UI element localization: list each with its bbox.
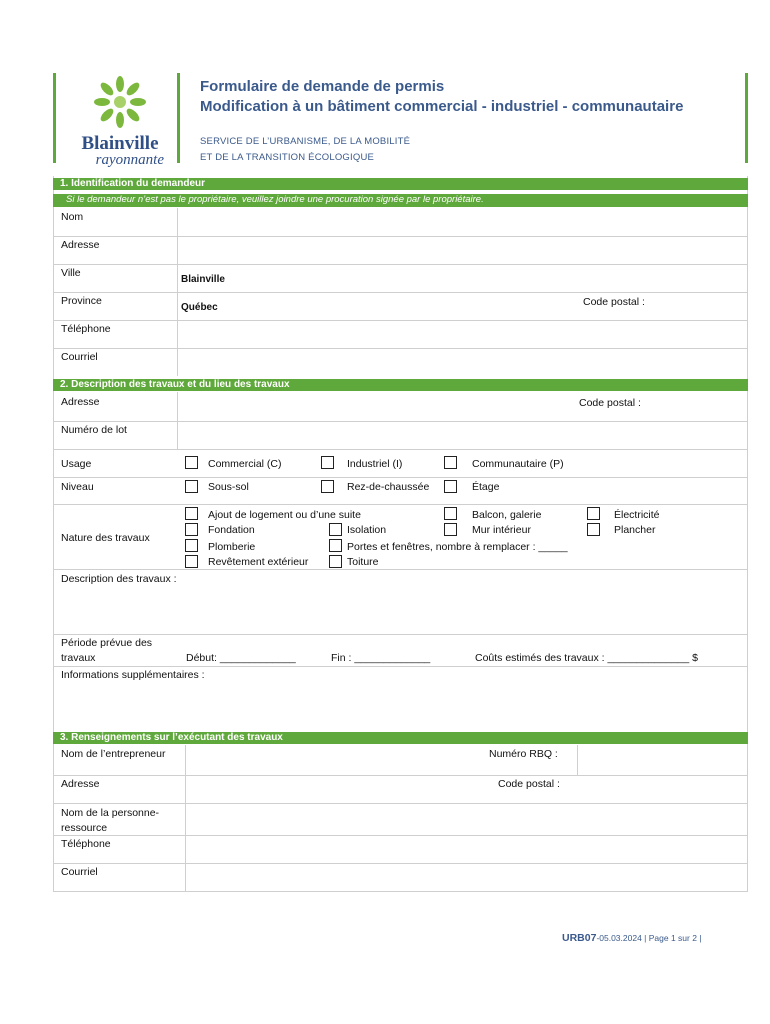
form-left-border xyxy=(53,176,54,892)
section1-title: 1. Identification du demandeur xyxy=(53,178,748,190)
rbq-field[interactable] xyxy=(578,746,746,774)
toiture-checkbox[interactable] xyxy=(329,555,342,568)
isolation-checkbox[interactable] xyxy=(329,523,342,536)
service-line-1: SERVICE DE L’URBANISME, DE LA MOBILITÉ xyxy=(200,136,411,147)
plancher-label: Plancher xyxy=(614,524,656,536)
mur-checkbox[interactable] xyxy=(444,523,457,536)
executant-courriel-label: Courriel xyxy=(61,866,98,878)
row-divider xyxy=(53,504,748,505)
nom-field[interactable] xyxy=(178,209,746,235)
ajout-checkbox[interactable] xyxy=(185,507,198,520)
ville-label: Ville xyxy=(61,267,81,279)
section2-title: 2. Description des travaux et du lieu des travaux xyxy=(53,379,748,391)
periode-label-line1: Période prévue des xyxy=(61,637,153,649)
executant-adresse-label: Adresse xyxy=(61,778,100,790)
courriel-label: Courriel xyxy=(61,351,98,363)
niveau-label: Niveau xyxy=(61,481,94,493)
isolation-label: Isolation xyxy=(347,524,387,536)
usage-commercial-checkbox[interactable] xyxy=(185,456,198,469)
header-left-bar xyxy=(53,73,56,163)
description-field[interactable] xyxy=(54,586,746,632)
ajout-label: Ajout de logement ou d’une suite xyxy=(208,509,361,521)
numero-lot-field[interactable] xyxy=(178,422,746,448)
usage-industriel-checkbox[interactable] xyxy=(321,456,334,469)
sun-emblem-icon xyxy=(70,74,170,130)
executant-telephone-field[interactable] xyxy=(186,836,746,862)
travaux-adresse-label: Adresse xyxy=(61,396,100,408)
row-divider xyxy=(53,292,748,293)
executant-courriel-field[interactable] xyxy=(186,864,746,890)
adresse-label: Adresse xyxy=(61,239,100,251)
plomberie-checkbox[interactable] xyxy=(185,539,198,552)
nom-label: Nom xyxy=(61,211,84,223)
plancher-checkbox[interactable] xyxy=(587,523,600,536)
province-field[interactable]: Québec xyxy=(181,302,218,313)
nature-label: Nature des travaux xyxy=(61,532,150,544)
form-right-border xyxy=(747,176,748,892)
form-title: Formulaire de demande de permis xyxy=(200,78,445,95)
infos-label: Informations supplémentaires : xyxy=(61,669,205,681)
telephone-label: Téléphone xyxy=(61,323,111,335)
description-label: Description des travaux : xyxy=(61,573,177,585)
province-label: Province xyxy=(61,295,102,307)
usage-label: Usage xyxy=(61,458,92,470)
fondation-checkbox[interactable] xyxy=(185,523,198,536)
niveau-rez-de-chaussee-label: Rez-de-chaussée xyxy=(347,481,430,493)
debut-field[interactable]: Début: _____________ xyxy=(186,652,296,664)
personne-label-line1: Nom de la personne- xyxy=(61,807,160,819)
electricite-label: Électricité xyxy=(614,509,660,521)
periode-label-line2: travaux xyxy=(61,652,96,664)
niveau-rez-de-chaussee-checkbox[interactable] xyxy=(321,480,334,493)
row-divider xyxy=(53,449,748,450)
header-right-bar xyxy=(745,73,748,163)
row-divider xyxy=(53,569,748,570)
usage-commercial-label: Commercial (C) xyxy=(208,458,282,470)
niveau-etage-checkbox[interactable] xyxy=(444,480,457,493)
form-subtitle: Modification à un bâtiment commercial - industriel - communautaire xyxy=(200,98,684,115)
niveau-etage-label: Étage xyxy=(472,481,500,493)
courriel-field[interactable] xyxy=(178,349,746,375)
executant-code-postal-label: Code postal : xyxy=(498,778,560,790)
rbq-label: Numéro RBQ : xyxy=(489,748,558,760)
revetement-label: Revêtement extérieur xyxy=(208,556,309,568)
section3-title: 3. Renseignements sur l’exécutant des travaux xyxy=(53,732,748,744)
header-mid-bar xyxy=(177,73,180,163)
infos-field[interactable] xyxy=(54,683,746,729)
logo-name: Blainville xyxy=(81,133,159,154)
fondation-label: Fondation xyxy=(208,524,255,536)
portes-checkbox[interactable] xyxy=(329,539,342,552)
usage-communautaire-label: Communautaire (P) xyxy=(472,458,564,470)
adresse-field[interactable] xyxy=(178,237,746,263)
portes-label: Portes et fenêtres, nombre à remplacer : _____ xyxy=(347,541,568,553)
toiture-label: Toiture xyxy=(347,556,379,568)
niveau-sous-sol-label: Sous-sol xyxy=(208,481,249,493)
service-line-2: ET DE LA TRANSITION ÉCOLOGIQUE xyxy=(200,152,375,163)
telephone-field[interactable] xyxy=(178,321,746,347)
row-divider xyxy=(53,666,748,667)
fin-field[interactable]: Fin : _____________ xyxy=(331,652,431,664)
row-divider xyxy=(53,634,748,635)
page-footer xyxy=(562,932,702,944)
niveau-sous-sol-checkbox[interactable] xyxy=(185,480,198,493)
couts-field[interactable]: Coûts estimés des travaux : ______________ $ xyxy=(475,652,698,664)
logo-tagline: rayonnante xyxy=(95,152,164,168)
usage-industriel-label: Industriel (I) xyxy=(347,458,403,470)
row-divider xyxy=(53,891,748,892)
ville-field[interactable]: Blainville xyxy=(181,274,225,285)
personne-field[interactable] xyxy=(186,804,746,834)
form-code: URB07 xyxy=(562,932,597,944)
entrepreneur-label: Nom de l’entrepreneur xyxy=(61,748,166,760)
electricite-checkbox[interactable] xyxy=(587,507,600,520)
row-divider xyxy=(53,775,748,776)
personne-label-line2: ressource xyxy=(61,822,108,834)
revetement-checkbox[interactable] xyxy=(185,555,198,568)
row-divider xyxy=(53,264,748,265)
form-date: -05.03.2024 xyxy=(596,933,642,943)
balcon-checkbox[interactable] xyxy=(444,507,457,520)
balcon-label: Balcon, galerie xyxy=(472,509,542,521)
usage-communautaire-checkbox[interactable] xyxy=(444,456,457,469)
page-number: | Page 1 sur 2 | xyxy=(641,933,702,943)
code-postal-label: Code postal : xyxy=(583,296,645,308)
entrepreneur-field[interactable] xyxy=(186,746,486,774)
section1-note: Si le demandeur n’est pas le propriétaire, veuillez joindre une procuration signée par le propriétaire. xyxy=(53,194,748,207)
mur-label: Mur intérieur xyxy=(472,524,531,536)
row-divider xyxy=(53,477,748,478)
executant-telephone-label: Téléphone xyxy=(61,838,111,850)
travaux-code-postal-label: Code postal : xyxy=(579,397,641,409)
blainville-logo xyxy=(70,74,170,168)
numero-lot-label: Numéro de lot xyxy=(61,424,127,436)
plomberie-label: Plomberie xyxy=(208,541,256,553)
